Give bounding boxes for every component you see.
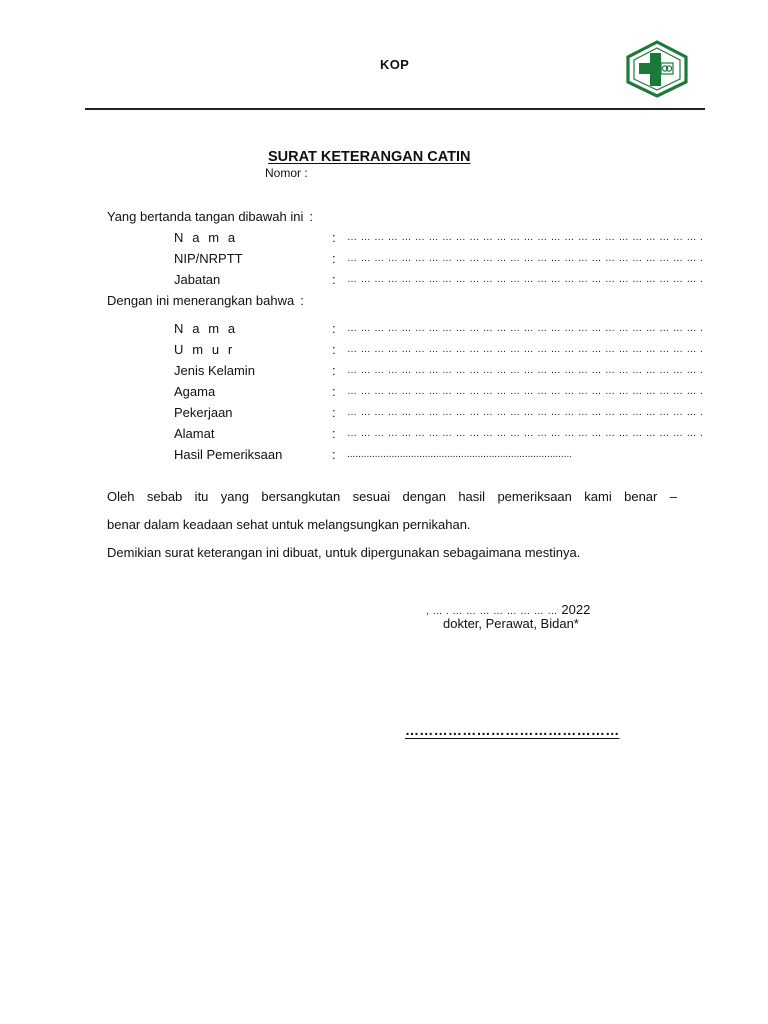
subject-section-label [107,293,304,308]
field-colon: : [332,251,336,266]
signer-section-colon: : [309,209,313,224]
field-blank: ................................................................................. [347,449,573,460]
field-blank: … … … … … … … … … … … … … … … … … … … … … … … … … … . [347,344,704,355]
field-blank: … … … … … … … … … … … … … … … … … … … … … … … … … … . [347,365,704,376]
field-blank: … … … … … … … … … … … … … … … … … … … … … … … … … … . [347,323,704,334]
field-label: Pekerjaan [174,405,233,420]
field-label: Jabatan [174,272,221,287]
header-divider [85,108,705,110]
year: 2022 [561,602,591,617]
field-blank: … … … … … … … … … … … … … … … … … … … … … … … … … … . [347,274,704,285]
field-label: NIP/NRPTT [174,251,243,266]
place-date-blank: , … . … … … … … … … … [426,606,558,617]
closing-paragraph: Demikian surat keterangan ini dibuat, untuk dipergunakan sebagaimana mestinya. [107,545,581,560]
signature-line: ……………………………………… [405,722,620,738]
field-blank: … … … … … … … … … … … … … … … … … … … … … … … … … … . [347,232,704,243]
statement-paragraph-2: benar dalam keadaan sehat untuk melangsungkan pernikahan. [107,517,471,532]
field-colon: : [332,363,336,378]
field-label: N a m a [174,321,238,336]
field-blank: … … … … … … … … … … … … … … … … … … … … … … … … … … . [347,386,704,397]
subject-section-colon: : [300,293,304,308]
field-label: Hasil Pemeriksaan [174,447,283,462]
document-title: SURAT KETERANGAN CATIN [268,149,471,165]
signer-section-label [107,209,313,224]
field-colon: : [332,230,336,245]
field-colon: : [332,272,336,287]
field-colon: : [332,447,336,462]
field-blank: … … … … … … … … … … … … … … … … … … … … … … … … … … . [347,253,704,264]
statement-paragraph-1: Oleh sebab itu yang bersangkutan sesuai dengan hasil pemeriksaan kami benar – [107,489,677,504]
field-colon: : [332,426,336,441]
signer-role: dokter, Perawat, Bidan* [443,616,579,631]
field-colon: : [332,321,336,336]
signer-section-text: Yang bertanda tangan dibawah ini [107,209,304,224]
field-label: Alamat [174,426,215,441]
field-label: Jenis Kelamin [174,363,255,378]
field-colon: : [332,384,336,399]
field-label: Agama [174,384,216,399]
field-label: U m u r [174,342,235,357]
field-blank: … … … … … … … … … … … … … … … … … … … … … … … … … … . [347,428,704,439]
document-number-label: Nomor : [265,166,308,180]
field-colon: : [332,342,336,357]
field-label: N a m a [174,230,238,245]
subject-section-text: Dengan ini menerangkan bahwa [107,293,295,308]
puskesmas-cross-logo-icon [626,40,688,98]
field-blank: … … … … … … … … … … … … … … … … … … … … … … … … … … . [347,407,704,418]
field-colon: : [332,405,336,420]
kop-heading: KOP [380,57,410,72]
place-date-line [426,602,590,617]
